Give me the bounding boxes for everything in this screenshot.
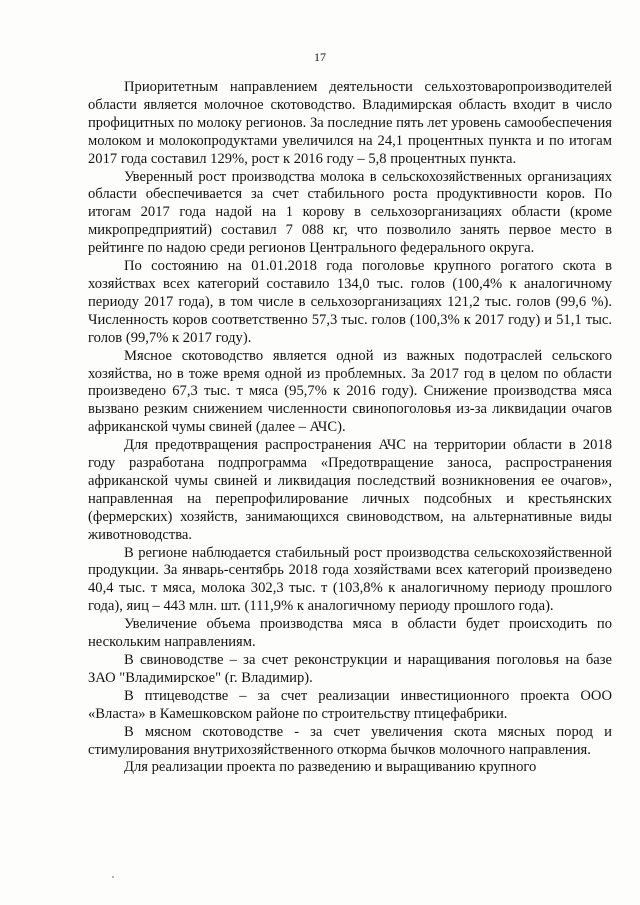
paragraph-pig-farming: В свиноводстве – за счет реконструкции и наращивания поголовья на базе ЗАО "Владимирское" (г. Владимир). [88,652,612,686]
paragraph-regional-growth: В регионе наблюдается стабильный рост производства сельскохозяйственной продукции. За январь-сентябрь 2018 года хозяйствами всех категорий произведено 40,4 тыс. т мяса, молока 302,3 тыс. т (103,8% к аналогичному периоду прошлого года), яиц – 443 млн. шт. (111,9% к аналогичному периоду прошлого года). [88,544,612,615]
page-number: 17 [314,50,326,64]
scan-speck [112,876,114,878]
body-text [88,79,612,777]
paragraph-cattle-population: По состоянию на 01.01.2018 года поголовье крупного рогатого скота в хозяйствах всех категорий составило 134,0 тыс. голов (100,4% к аналогичному периоду 2017 года), в том числе в сельхозорганизациях 121,2 тыс. голов (99,6 %). Численность коров соответственно 57,3 тыс. голов (100,3% к 2017 году) и 51,1 тыс. голов (99,7% к 2017 году). [88,258,612,346]
paragraph-poultry-farming: В птицеводстве – за счет реализации инвестиционного проекта ООО «Власта» в Камешковском районе по строительству птицефабрики. [88,687,612,722]
paragraph-meat-directions: Увеличение объема производства мяса в области будет происходить по нескольким направлениям. [88,616,612,651]
paragraph-milk-growth: Уверенный рост производства молока в сельскохозяйственных организациях области обеспечивается за счет стабильного роста продуктивности коров. По итогам 2017 года надой на 1 корову в сельхозорганизациях области (кроме микропредприятий) составил 7 088 кг, что позволило занять первое место в рейтинге по надою среди регионов Центрального федерального округа. [88,168,612,257]
paragraph-asf-subprogram: Для предотвращения распространения АЧС на территории области в 2018 году разработана подпрограмма «Предотвращение заноса, распространения африканской чумы свиней и ликвидация последствий возникновения ее очагов», направленная на перепрофилирование личных подсобных и крестьянских (фермерских) хозяйств, занимающихся свиноводством, на альтернативные виды животноводства. [88,437,612,543]
paragraph-meat-production: Мясное скотоводство является одной из важных подотраслей сельского хозяйства, но в тоже время одной из проблемных. За 2017 год в целом по области произведено 67,3 тыс. т мяса (95,7% к 2016 году). Снижение производства мяса вызвано резким снижением численности свинопоголовья из-за ликвидации очагов африканской чумы свиней (далее – АЧС). [88,347,612,436]
paragraph-dairy-priority: Приоритетным направлением деятельности сельхозтоваропроизводителей области является молочное скотоводство. Владимирская область входит в число профицитных по молоку регионов. За последние пять лет уровень самообеспечения молоком и молокопродуктами увеличился на 24,1 процентных пункта и по итогам 2017 года составил 129%, рост к 2016 году – 5,8 процентных пункта. [88,79,612,167]
paragraph-beef-cattle: В мясном скотоводстве - за счет увеличения скота мясных пород и стимулирования внутрихозяйственного откорма бычков молочного направления. [88,723,612,758]
paragraph-project-start: Для реализации проекта по разведению и выращиванию крупного [124,759,537,776]
